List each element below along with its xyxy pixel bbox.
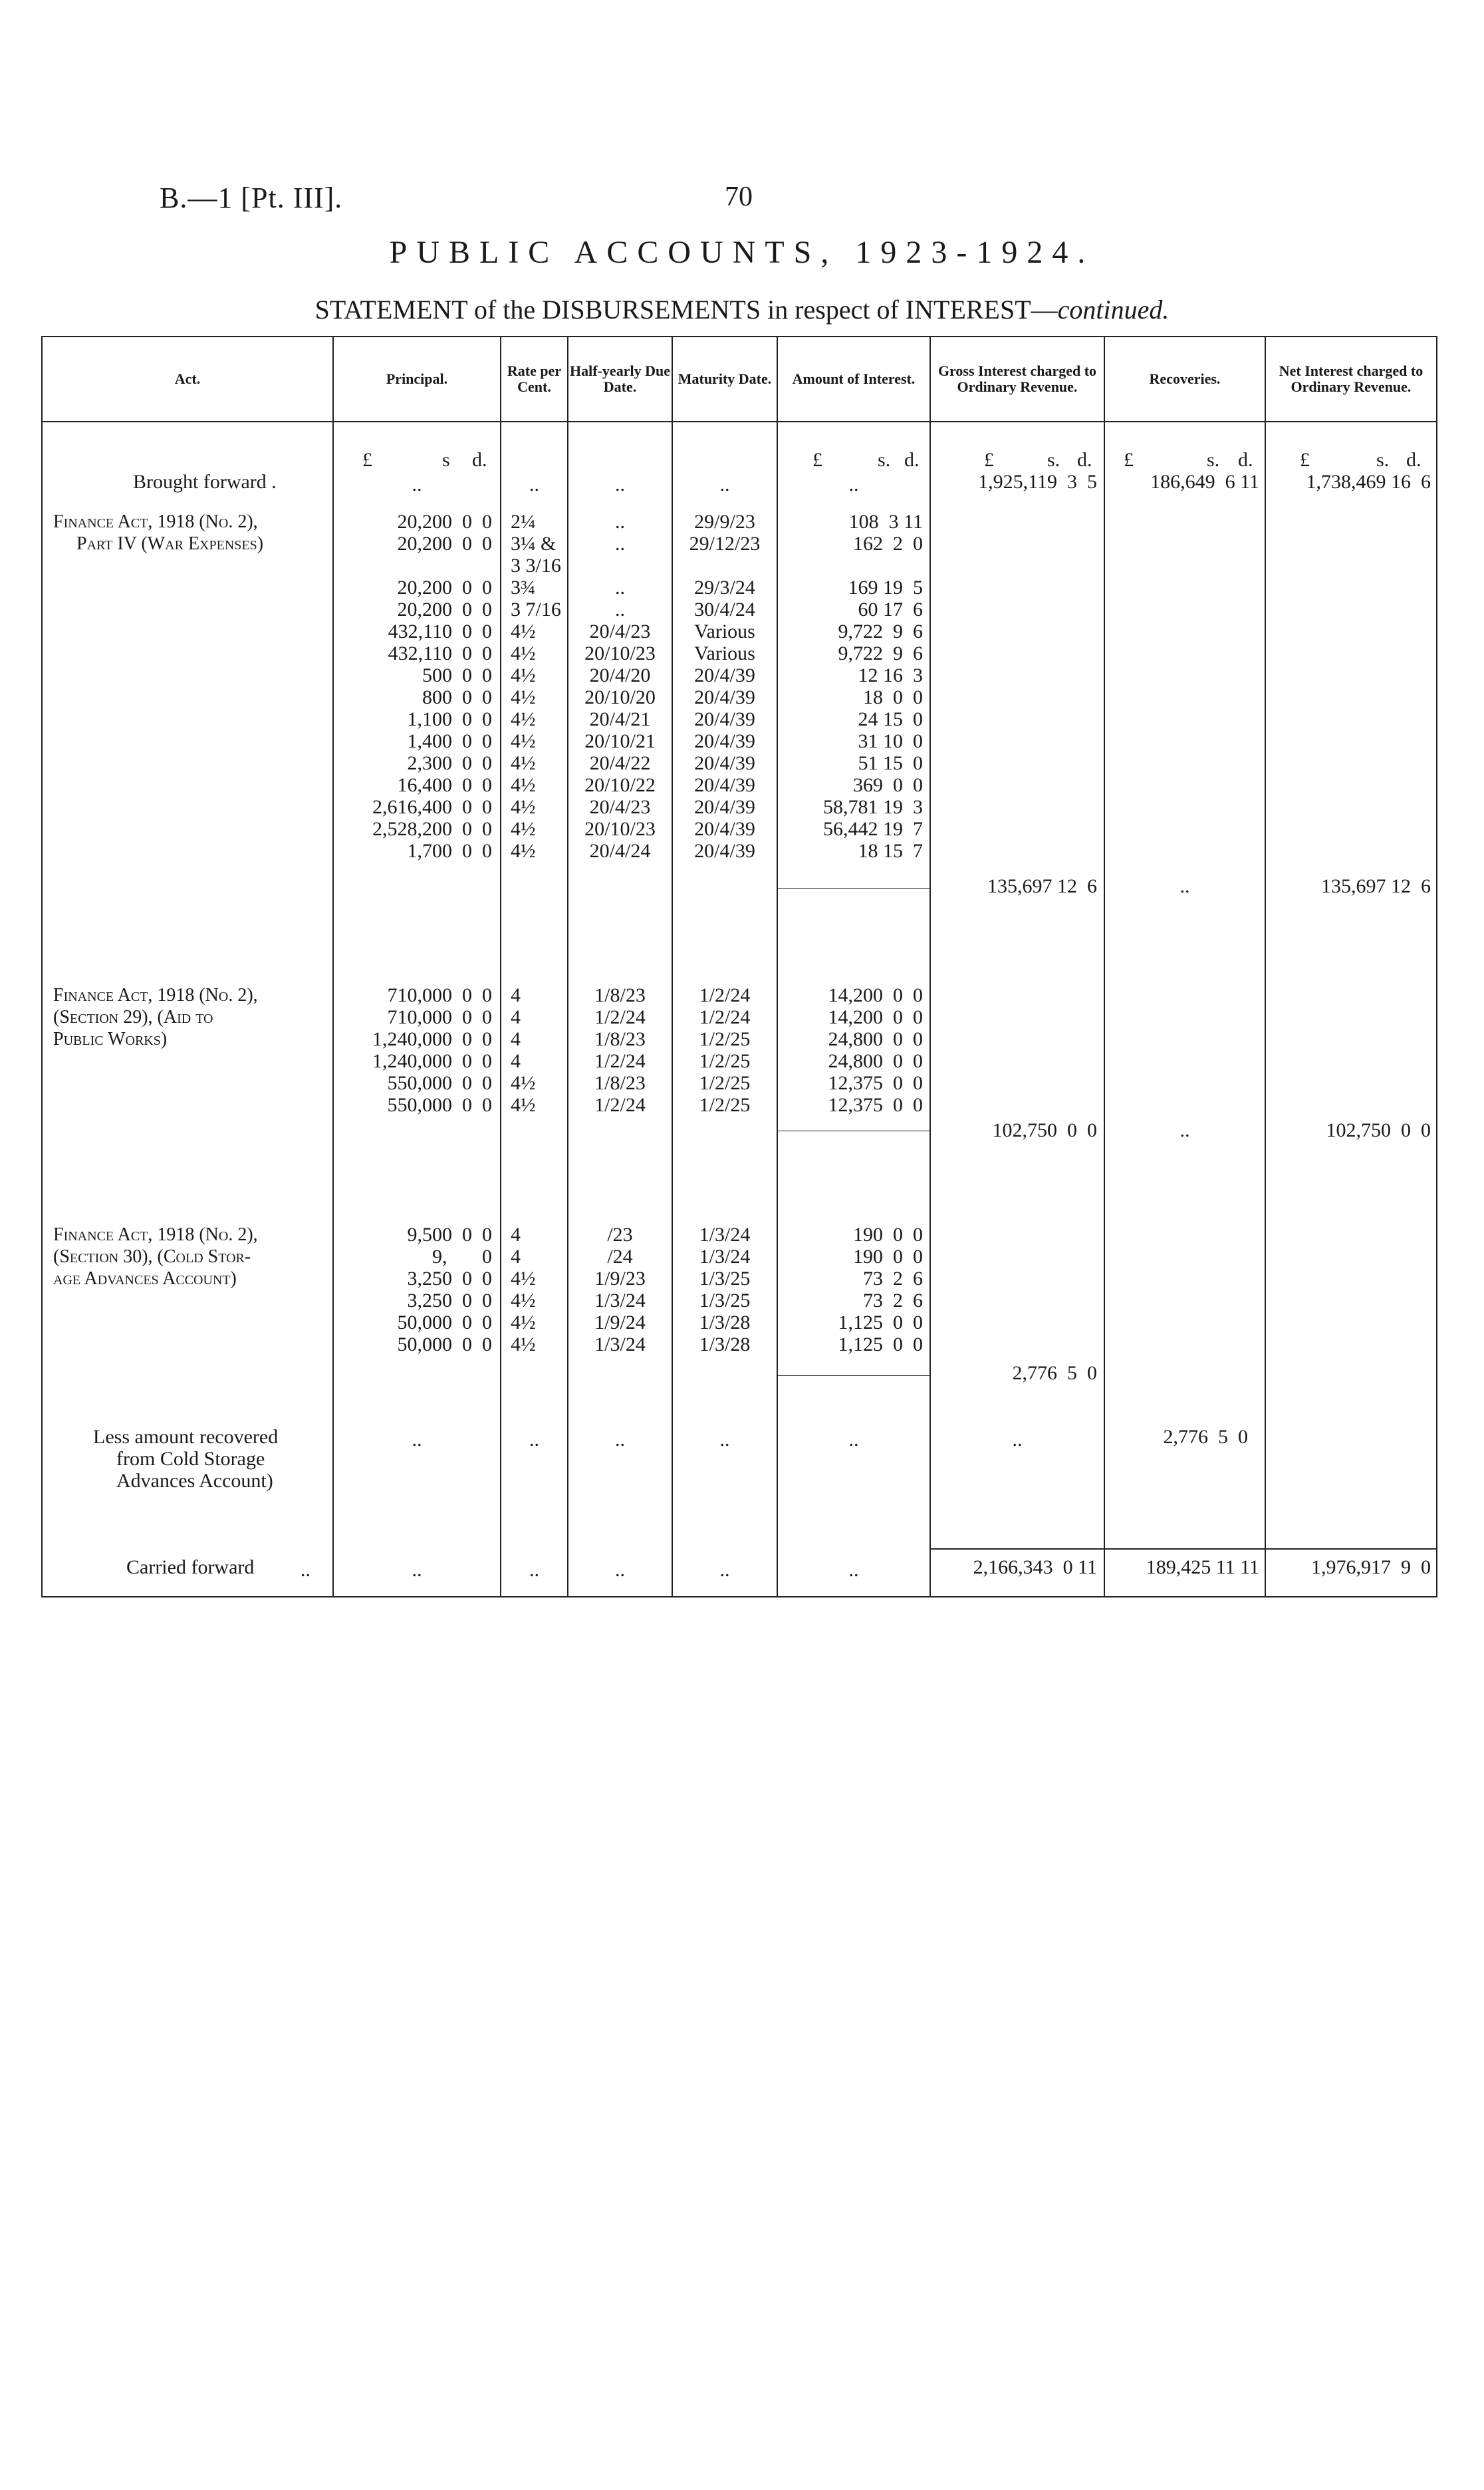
maturity-cell: Various bbox=[694, 642, 755, 664]
maturity-cell: 20/4/39 bbox=[694, 818, 755, 840]
amount-cell: 1,125 0 0 bbox=[838, 1333, 923, 1355]
principal-cell: 500 0 0 bbox=[422, 664, 492, 686]
amount-cell: 9,722 9 6 bbox=[838, 621, 923, 642]
amount-cell: 18 15 7 bbox=[858, 840, 923, 862]
header-gross: Gross Interest charged to Ordinary Revenue. bbox=[937, 362, 1097, 395]
principal-cell: 3,250 0 0 bbox=[407, 1290, 492, 1312]
maturity-cell: 1/2/24 bbox=[699, 984, 751, 1006]
maturity-cell: 20/4/39 bbox=[694, 774, 755, 796]
half-yearly-cell: 20/4/20 bbox=[589, 664, 651, 686]
header-recoveries: Recoveries. bbox=[1149, 370, 1221, 387]
principal-cell: 1,240,000 0 0 bbox=[372, 1050, 492, 1072]
half-yearly-cell: 20/10/22 bbox=[584, 774, 656, 796]
amount-cell bbox=[778, 555, 923, 577]
rate-cell: 4½ bbox=[511, 708, 536, 730]
principal-cell: 710,000 0 0 bbox=[387, 984, 492, 1006]
amount-cell: 56,442 19 7 bbox=[823, 818, 923, 840]
amount-cell: 73 2 6 bbox=[863, 1268, 923, 1290]
principal-cell bbox=[334, 555, 492, 577]
amount-cell: 24,800 0 0 bbox=[828, 1028, 923, 1050]
maturity-cell: 20/4/39 bbox=[694, 840, 755, 862]
amount-cell: 51 15 0 bbox=[858, 752, 923, 774]
header-maturity: Maturity Date. bbox=[678, 370, 772, 387]
amount-cell: 58,781 19 3 bbox=[823, 796, 923, 818]
rate-cell: 3 3/16 bbox=[511, 555, 561, 577]
rate-cell: 4½ bbox=[511, 1290, 536, 1312]
half-yearly-cell: 1/3/24 bbox=[594, 1333, 646, 1355]
rate-cell: 4½ bbox=[511, 1333, 536, 1355]
rate-cell: 4 bbox=[511, 1050, 521, 1072]
principal-cell: 20,200 0 0 bbox=[397, 599, 492, 621]
maturity-cell bbox=[673, 555, 777, 577]
principal-cell: 1,700 0 0 bbox=[407, 840, 492, 862]
principal-cell: 432,110 0 0 bbox=[388, 621, 492, 642]
maturity-cell: 1/3/25 bbox=[699, 1290, 751, 1312]
maturity-cell: 1/2/25 bbox=[699, 1028, 751, 1050]
maturity-cell: 1/3/24 bbox=[699, 1246, 751, 1268]
page-number: 70 bbox=[725, 182, 753, 212]
page-reference: B.—1 [Pt. III]. bbox=[160, 182, 343, 214]
maturity-cell: 30/4/24 bbox=[694, 599, 755, 621]
maturity-cell: 1/3/25 bbox=[699, 1268, 751, 1290]
header-rate: Rate per Cent. bbox=[507, 362, 562, 395]
amount-cell: 31 10 0 bbox=[858, 730, 923, 752]
half-yearly-cell: 20/4/21 bbox=[589, 708, 651, 730]
subtitle-main: STATEMENT of the DISBURSEMENTS in respect of INTEREST— bbox=[314, 295, 1058, 325]
principal-cell: 2,616,400 0 0 bbox=[372, 796, 492, 818]
half-yearly-cell: /24 bbox=[607, 1246, 633, 1268]
principal-cell: 20,200 0 0 bbox=[397, 511, 492, 533]
half-yearly-cell: 1/9/24 bbox=[594, 1312, 646, 1333]
maturity-cell: 29/9/23 bbox=[694, 511, 755, 533]
maturity-cell: 20/4/39 bbox=[694, 708, 755, 730]
principal-cell: 3,250 0 0 bbox=[407, 1268, 492, 1290]
half-yearly-cell: 20/10/21 bbox=[584, 730, 656, 752]
header-half-yearly: Half-yearly Due Date. bbox=[570, 362, 670, 395]
maturity-cell: 20/4/39 bbox=[694, 796, 755, 818]
principal-cell: 16,400 0 0 bbox=[397, 774, 492, 796]
principal-cell: 1,240,000 0 0 bbox=[372, 1028, 492, 1050]
principal-cell: 2,300 0 0 bbox=[407, 752, 492, 774]
rate-cell: 4½ bbox=[511, 818, 536, 840]
rate-cell: 4½ bbox=[511, 752, 536, 774]
rate-cell: 4½ bbox=[511, 1268, 536, 1290]
half-yearly-cell: 20/10/23 bbox=[584, 642, 656, 664]
half-yearly-cell: /23 bbox=[607, 1224, 633, 1246]
header-net: Net Interest charged to Ordinary Revenue. bbox=[1279, 362, 1423, 395]
maturity-cell: 20/4/39 bbox=[694, 730, 755, 752]
rate-cell: 3¼ & bbox=[511, 533, 556, 555]
maturity-cell: 29/3/24 bbox=[694, 577, 755, 599]
half-yearly-cell: .. bbox=[615, 599, 625, 621]
amount-cell: 24,800 0 0 bbox=[828, 1050, 923, 1072]
header-principal: Principal. bbox=[386, 370, 448, 387]
amount-cell: 14,200 0 0 bbox=[828, 984, 923, 1006]
half-yearly-cell: 1/8/23 bbox=[594, 984, 646, 1006]
principal-cell: 1,400 0 0 bbox=[407, 730, 492, 752]
principal-cell: 9, 0 bbox=[432, 1246, 492, 1268]
maturity-cell: 1/2/25 bbox=[699, 1072, 751, 1094]
maturity-cell: 1/2/25 bbox=[699, 1050, 751, 1072]
amount-cell: 73 2 6 bbox=[863, 1290, 923, 1312]
principal-cell: 20,200 0 0 bbox=[397, 533, 492, 555]
rate-cell: 4 bbox=[511, 1006, 521, 1028]
rate-cell: 4½ bbox=[511, 1312, 536, 1333]
amount-cell: 24 15 0 bbox=[858, 708, 923, 730]
rate-cell: 2¼ bbox=[511, 511, 536, 533]
rate-cell: 4½ bbox=[511, 730, 536, 752]
rate-cell: 4 bbox=[511, 984, 521, 1006]
half-yearly-cell: 1/2/24 bbox=[594, 1006, 646, 1028]
half-yearly-cell: 20/10/20 bbox=[584, 686, 656, 708]
principal-cell: 20,200 0 0 bbox=[397, 577, 492, 599]
half-yearly-cell: 20/4/22 bbox=[589, 752, 651, 774]
principal-cell: 9,500 0 0 bbox=[407, 1224, 492, 1246]
maturity-cell: 20/4/39 bbox=[694, 664, 755, 686]
half-yearly-cell: .. bbox=[615, 511, 625, 533]
amount-cell: 14,200 0 0 bbox=[828, 1006, 923, 1028]
rate-cell: 3 7/16 bbox=[511, 599, 561, 621]
rate-cell: 4½ bbox=[511, 840, 536, 862]
amount-cell: 169 19 5 bbox=[848, 577, 923, 599]
half-yearly-cell: 20/4/23 bbox=[589, 796, 651, 818]
maturity-cell: 1/3/28 bbox=[699, 1312, 751, 1333]
principal-cell: 2,528,200 0 0 bbox=[372, 818, 492, 840]
rate-cell: 4 bbox=[511, 1028, 521, 1050]
amount-cell: 18 0 0 bbox=[863, 686, 923, 708]
rate-cell: 4 bbox=[511, 1224, 521, 1246]
header-amount: Amount of Interest. bbox=[792, 370, 916, 387]
maturity-cell: 1/2/24 bbox=[699, 1006, 751, 1028]
rate-cell: 3¾ bbox=[511, 577, 536, 599]
principal-cell: 550,000 0 0 bbox=[387, 1072, 492, 1094]
rate-cell: 4½ bbox=[511, 686, 536, 708]
maturity-cell: 1/3/24 bbox=[699, 1224, 751, 1246]
half-yearly-cell: 1/8/23 bbox=[594, 1072, 646, 1094]
principal-cell: 710,000 0 0 bbox=[387, 1006, 492, 1028]
subtitle-continued: continued. bbox=[1057, 295, 1170, 325]
half-yearly-cell bbox=[568, 555, 672, 577]
rate-cell: 4½ bbox=[511, 642, 536, 664]
half-yearly-cell: 20/10/23 bbox=[584, 818, 656, 840]
amount-cell: 12,375 0 0 bbox=[828, 1072, 923, 1094]
half-yearly-cell: .. bbox=[615, 577, 625, 599]
maturity-cell: 1/3/28 bbox=[699, 1333, 751, 1355]
amount-cell: 9,722 9 6 bbox=[838, 642, 923, 664]
half-yearly-cell: 1/2/24 bbox=[594, 1094, 646, 1116]
half-yearly-cell: 1/2/24 bbox=[594, 1050, 646, 1072]
principal-cell: 1,100 0 0 bbox=[407, 708, 492, 730]
amount-cell: 108 3 11 bbox=[848, 511, 923, 533]
amount-cell: 369 0 0 bbox=[853, 774, 923, 796]
rate-cell: 4½ bbox=[511, 1072, 536, 1094]
maturity-cell: Various bbox=[694, 621, 755, 642]
header-act: Act. bbox=[174, 370, 201, 387]
principal-cell: 50,000 0 0 bbox=[397, 1333, 492, 1355]
rate-cell: 4½ bbox=[511, 1094, 536, 1116]
half-yearly-cell: 20/4/24 bbox=[589, 840, 651, 862]
rate-cell: 4½ bbox=[511, 621, 536, 642]
amount-cell: 190 0 0 bbox=[853, 1224, 923, 1246]
half-yearly-cell: .. bbox=[615, 533, 625, 555]
half-yearly-cell: 1/3/24 bbox=[594, 1290, 646, 1312]
half-yearly-cell: 1/8/23 bbox=[594, 1028, 646, 1050]
principal-cell: 550,000 0 0 bbox=[387, 1094, 492, 1116]
rate-cell: 4½ bbox=[511, 774, 536, 796]
amount-cell: 190 0 0 bbox=[853, 1246, 923, 1268]
principal-cell: 50,000 0 0 bbox=[397, 1312, 492, 1333]
principal-cell: 800 0 0 bbox=[422, 686, 492, 708]
rate-cell: 4½ bbox=[511, 664, 536, 686]
amount-cell: 60 17 6 bbox=[858, 599, 923, 621]
maturity-cell: 20/4/39 bbox=[694, 686, 755, 708]
maturity-cell: 29/12/23 bbox=[689, 533, 761, 555]
page-title: PUBLIC ACCOUNTS, 1923-1924. bbox=[389, 235, 1095, 270]
amount-cell: 1,125 0 0 bbox=[838, 1312, 923, 1333]
maturity-cell: 20/4/39 bbox=[694, 752, 755, 774]
rate-cell: 4½ bbox=[511, 796, 536, 818]
amount-cell: 162 2 0 bbox=[853, 533, 923, 555]
half-yearly-cell: 1/9/23 bbox=[594, 1268, 646, 1290]
rate-cell: 4 bbox=[511, 1246, 521, 1268]
statement-subtitle bbox=[0, 294, 1484, 325]
amount-cell: 12 16 3 bbox=[858, 664, 923, 686]
maturity-cell: 1/2/25 bbox=[699, 1094, 751, 1116]
half-yearly-cell: 20/4/23 bbox=[589, 621, 651, 642]
amount-cell: 12,375 0 0 bbox=[828, 1094, 923, 1116]
principal-cell: 432,110 0 0 bbox=[388, 642, 492, 664]
